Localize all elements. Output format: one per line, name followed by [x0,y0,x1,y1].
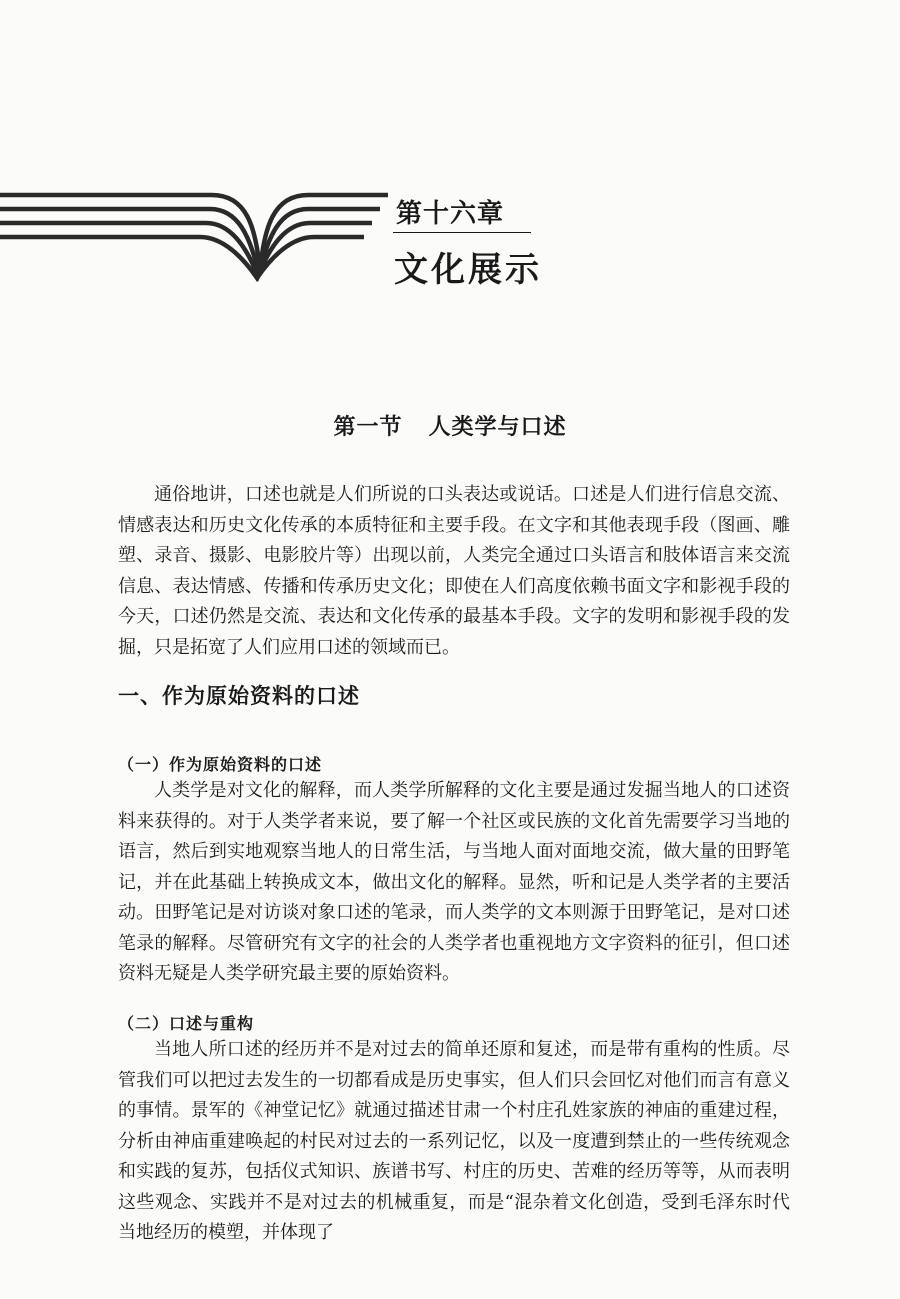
intro-paragraph: 通俗地讲，口述也就是人们所说的口头表达或说话。口述是人们进行信息交流、情感表达和历史文化传承的本质特征和主要手段。在文字和其他表现手段（图画、雕塑、录音、摄影、电影胶片等）出现以前，人类完全通过口头语言和肢体语言来交流信息、表达情感、传播和传承历史文化；即使在人们高度依赖书面文字和影视手段的今天，口述仍然是交流、表达和文化传承的最基本手段。文字的发明和影视手段的发掘，只是拓宽了人们应用口述的领域而已。 [118,484,790,658]
chapter-divider [393,232,531,233]
chapter-title: 文化展示 [394,250,542,290]
section-title: 人类学与口述 [428,414,567,440]
section-heading [0,410,900,441]
subsubsection-heading-2: （二）口述与重构 [118,1014,255,1033]
chapter-number: 第十六章 [396,199,505,229]
body-paragraph-2: 当地人所口述的经历并不是对过去的简单还原和复述，而是带有重构的性质。尽管我们可以把过去发生的一切都看成是历史事实，但人们只会回忆对他们而言有意义的事情。景军的《神堂记忆》就通过描述甘肃一个村庄孔姓家族的神庙的重建过程，分析由神庙重建唤起的村民对过去的一系列记忆，以及一度遭到禁止的一些传统观念和实践的复苏，包括仪式知识、族谱书写、村庄的历史、苦难的经历等等，从而表明这些观念、实践并不是对过去的机械重复，而是“混杂着文化创造，受到毛泽东时代当地经历的模塑，并体现了 [118,1039,790,1243]
subsubsection-heading-1: （一）作为原始资料的口述 [118,755,323,774]
body-paragraph-1: 人类学是对文化的解释，而人类学所解释的文化主要是通过发掘当地人的口述资料来获得的。对于人类学者来说，要了解一个社区或民族的文化首先需要学习当地的语言，然后到实地观察当地人的日常生活，与当地人面对面地交流，做大量的田野笔记，并在此基础上转换成文本，做出文化的解释。显然，听和记是人类学者的主要活动。田野笔记是对访谈对象口述的笔录，而人类学的文本则源于田野笔记，是对口述笔录的解释。尽管研究有文字的社会的人类学者也重视地方文字资料的征引，但口述资料无疑是人类学研究最主要的原始资料。 [118,780,790,984]
subsection-heading: 一、作为原始资料的口述 [118,683,360,708]
section-number: 第一节 [333,414,403,440]
chapter-ornament [0,186,410,286]
